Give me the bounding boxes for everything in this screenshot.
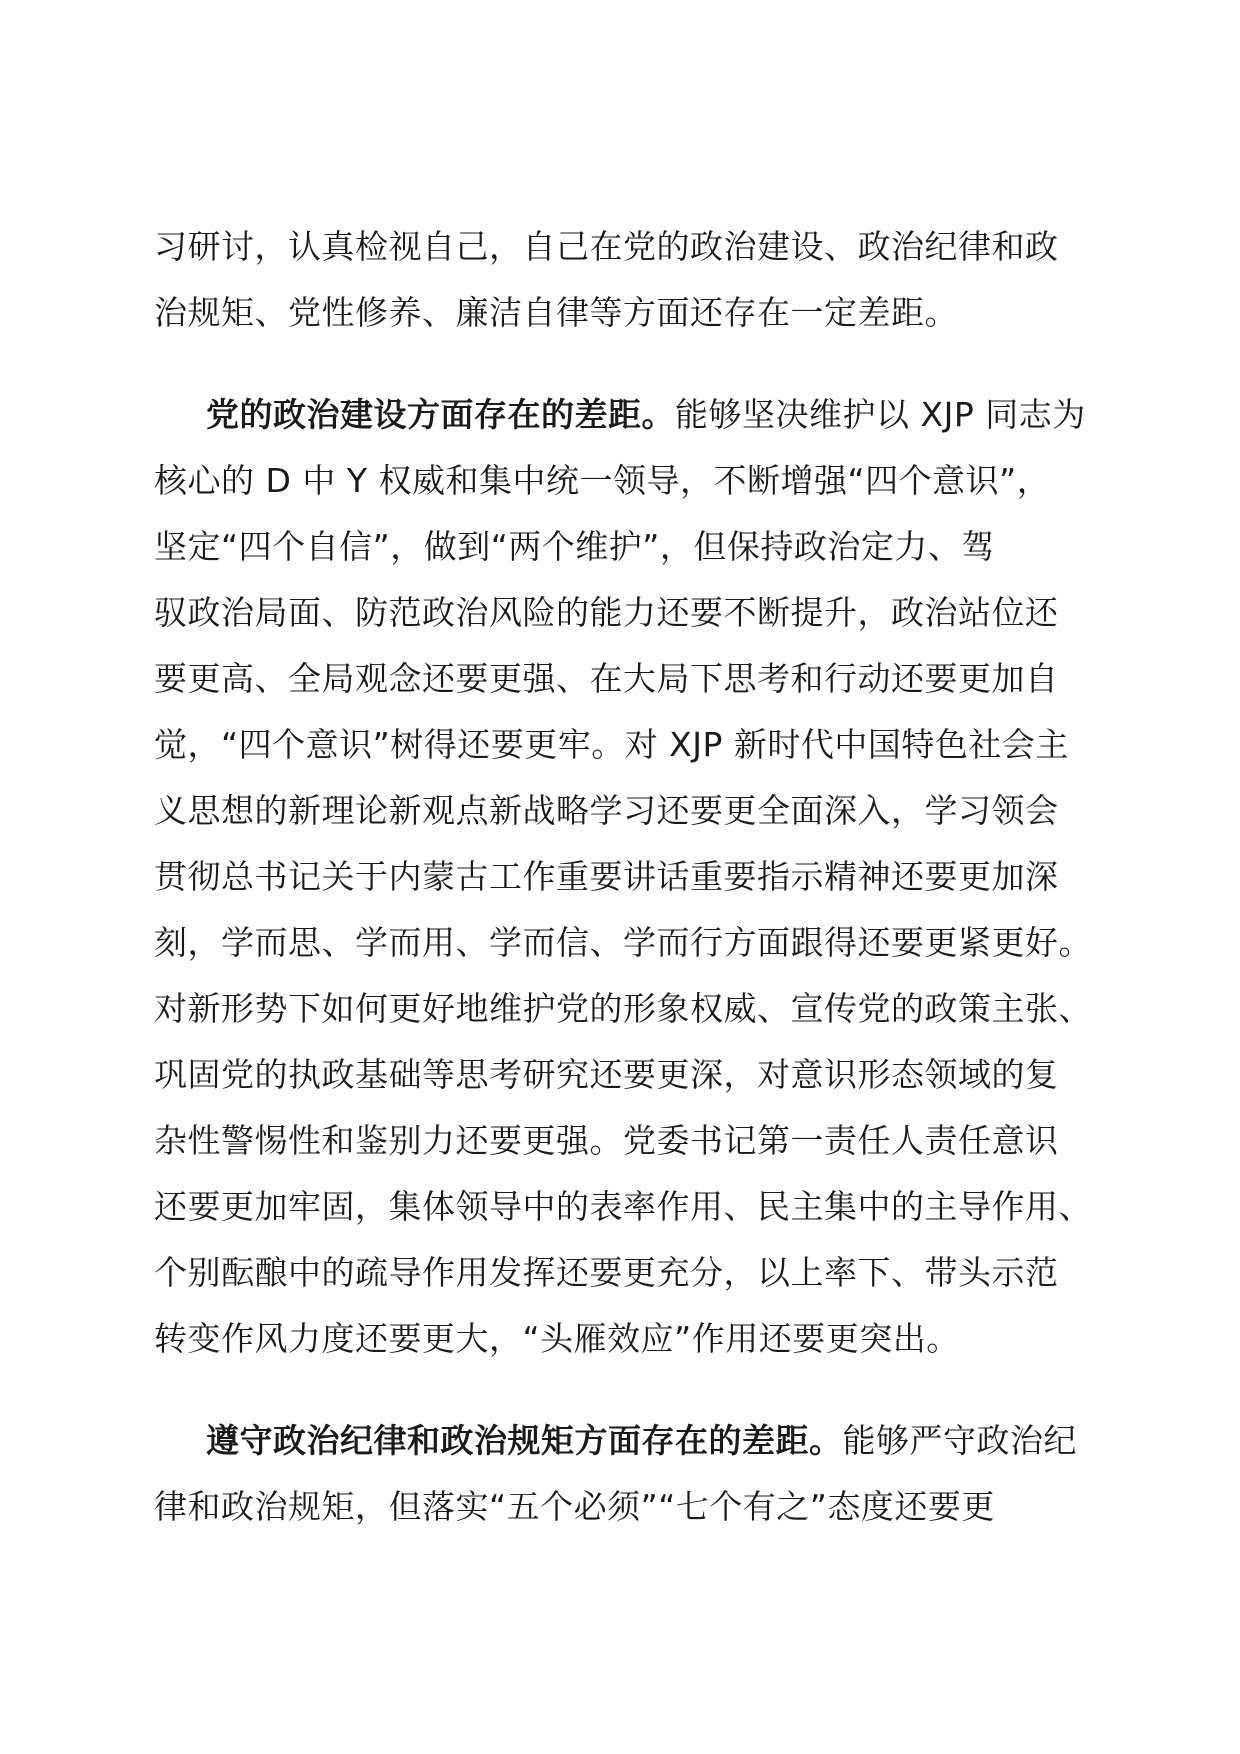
text-line: 坚定“四个自信”，做到“两个维护”，但保持政治定力、驾 [154,527,995,566]
text-line: 个别酝酿中的疏导作用发挥还要更充分，以上率下、带头示范 [154,1253,1059,1292]
text-line: 杂性警惕性和鉴别力还要更强。党委书记第一责任人责任意识 [154,1121,1059,1160]
document-page [154,214,1094,1576]
text-line: 驭政治局面、防范政治风险的能力还要不断提升，政治站位还 [154,593,1059,632]
text-line: 还要更加牢固，集体领导中的表率作用、民主集中的主导作用、 [154,1187,1092,1226]
paragraph-political-construction [154,382,1094,1372]
paragraph-intro [154,214,1094,346]
text-line: 义思想的新理论新观点新战略学习还要更全面深入，学习领会 [154,791,1059,830]
text-line: 贯彻总书记关于内蒙古工作重要讲话重要指示精神还要更加深 [154,857,1059,896]
paragraph-political-discipline [154,1408,1094,1540]
text-fragment: 能够严守政治纪 [842,1421,1077,1460]
text-line: 核心的 D 中 Y 权威和集中统一领导，不断增强“四个意识”， [154,461,1051,500]
paragraph-first-line [154,382,1094,448]
text-line: 治规矩、党性修养、廉洁自律等方面还存在一定差距。 [154,293,958,332]
text-line: 巩固党的执政基础等思考研究还要更深，对意识形态领域的复 [154,1055,1059,1094]
section-heading: 党的政治建设方面存在的差距。 [206,395,675,434]
text-line: 刻，学而思、学而用、学而信、学而行方面跟得还要更紧更好。 [154,923,1092,962]
text-line: 习研讨，认真检视自己，自己在党的政治建设、政治纪律和政 [154,227,1059,266]
paragraph-first-line [154,1408,1094,1474]
text-fragment: 能够坚决维护以 XJP 同志为 [675,395,1086,434]
text-line: 对新形势下如何更好地维护党的形象权威、宣传党的政策主张、 [154,989,1092,1028]
text-line: 律和政治规矩，但落实“五个必须”“七个有之”态度还要更 [154,1487,995,1526]
text-line: 要更高、全局观念还要更强、在大局下思考和行动还要更加自 [154,659,1059,698]
text-line: 转变作风力度还要更大，“头雁效应”作用还要更突出。 [154,1319,960,1358]
text-line: 觉，“四个意识”树得还要更牢。对 XJP 新时代中国特色社会主 [154,725,1069,764]
section-heading: 遵守政治纪律和政治规矩方面存在的差距。 [206,1421,843,1460]
